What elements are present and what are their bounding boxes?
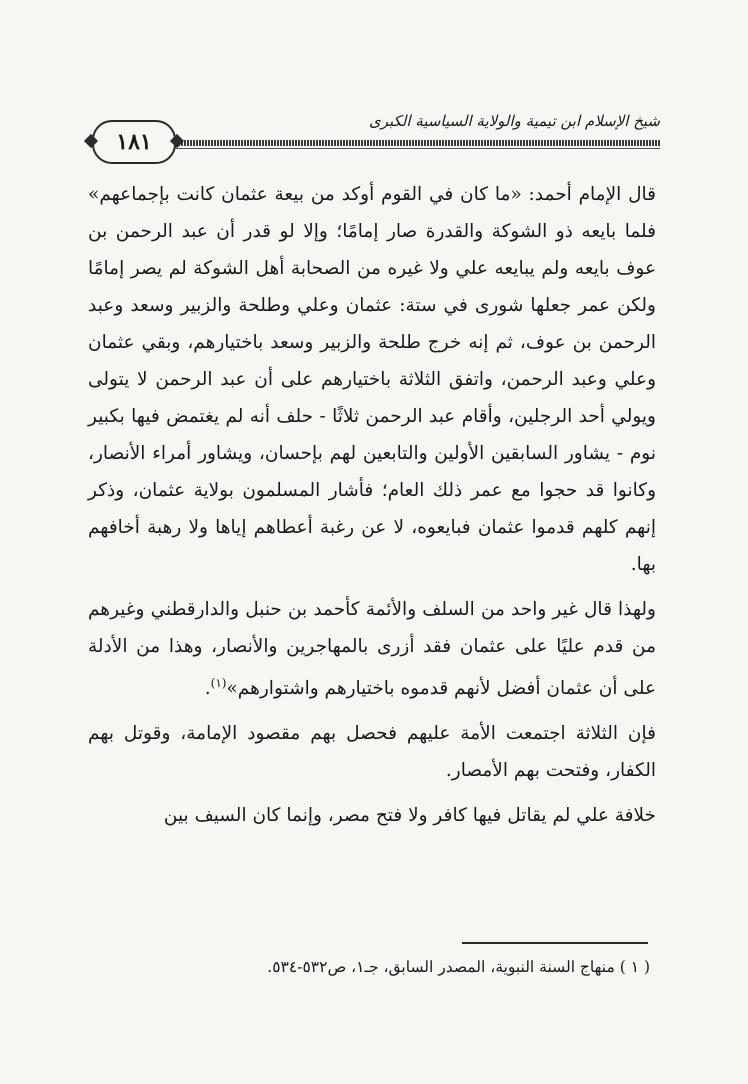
footnote-separator — [462, 942, 648, 944]
paragraph-3: فإن الثلاثة اجتمعت الأمة عليهم فحصل بهم مقصود الإمامة، وقوتل بهم الكفار، وفتحت بهم الأمصار. — [88, 723, 656, 782]
paragraph-2-text: ولهذا قال غير واحد من السلف والأئمة كأحمد بن حنبل والدارقطني وغيرهم من قدم عليًا على عثمان فقد أزرى بالمهاجرين والأنصار، وهذا من الأدلة على أن عثمان أفضل لأنهم قدموه باختيارهم واشتوارهم» — [88, 599, 656, 700]
paragraph-1: قال الإمام أحمد: «ما كان في القوم أوكد من بيعة عثمان كانت بإجماعهم» فلما بايعه ذو الشوكة والقدرة صار إمامًا؛ وإلا لو قدر أن عبد الرحمن بن عوف بايعه ولم يبايعه علي ولا غيره من الصحابة أهل الشوكة لم يصر إمامًا ولكن عمر جعلها شورى في ستة: عثمان وعلي وطلحة والزبير وسعد وعبد الرحمن بن عوف، ثم إنه خرج طلحة والزبير وسعد باختيارهم، وبقي عثمان وعلي وعبد الرحمن، واتفق الثلاثة باختيارهم على أن عبد الرحمن لا يتولى ويولي أحد الرجلين، وأقام عبد الرحمن ثلاثًا - حلف أنه لم يغتمض فيها بكبير نوم - يشاور السابقين الأولين والتابعين لهم بإحسان، ويشاور أمراء الأنصار، وكانوا قد حجوا مع عمر ذلك العام؛ فأشار المسلمون بولاية عثمان، وذكر إنهم كلهم قدموا عثمان فبايعوه، لا عن رغبة أعطاهم إياها ولا رهبة أخافهم بها. — [88, 184, 656, 575]
header-ornamental-rule — [172, 140, 660, 146]
footnote: ( ١ ) منهاج السنة النبوية، المصدر السابق، جـ١، ص٥٣٢-٥٣٤. — [267, 958, 650, 976]
running-title: شيخ الإسلام ابن تيمية والولاية السياسية الكبرى — [368, 112, 660, 130]
footnote-reference: (١) — [210, 676, 227, 690]
paragraph-2: ولهذا قال غير واحد من السلف والأئمة كأحمد بن حنبل والدارقطني وغيرهم من قدم عليًا على عثمان فقد أزرى بالمهاجرين والأنصار، وهذا من الأدلة على أن عثمان أفضل لأنهم قدموه باختيارهم واشتوارهم»$^{(١)}$. — [88, 599, 656, 700]
page-number-frame — [92, 120, 176, 164]
page-number: ١٨١ — [116, 129, 152, 155]
main-text — [88, 176, 656, 834]
paragraph-4: خلافة علي لم يقاتل فيها كافر ولا فتح مصر، وإنما كان السيف بين — [163, 805, 656, 827]
